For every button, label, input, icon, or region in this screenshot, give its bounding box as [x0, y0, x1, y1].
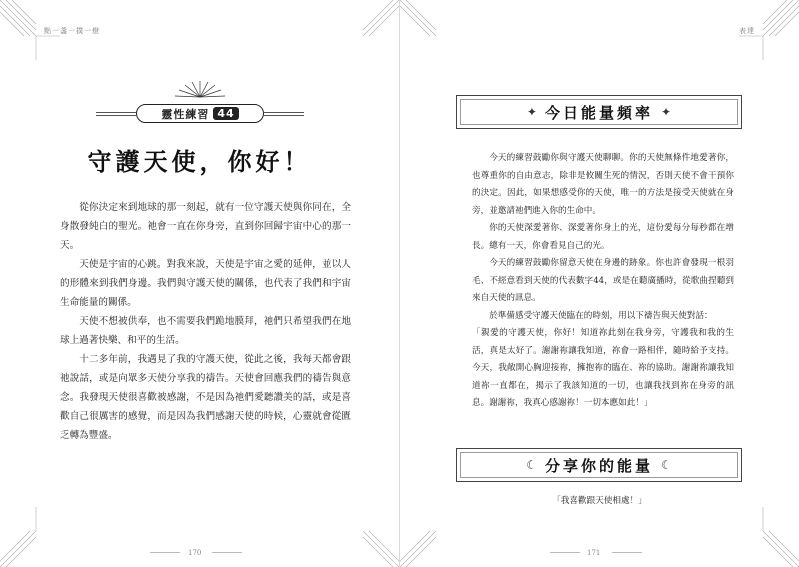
prayer-quote: 「親愛的守護天使，你好！知道祢此刻在我身旁，守護我和我的生活，真是太好了。謝謝祢讓我知道，祢會一路相伴，隨時給予支持。今天，我敞開心胸迎接祢，擁抱祢的臨在、祢的協助。謝謝祢讓我知道祢一直都在，揭示了我該知道的一切，也讓我找到祢在身旁的訊息。謝謝祢，我真心感謝祢！一切本應如此！」 — [472, 328, 734, 408]
practice-badge — [136, 104, 264, 123]
folio-rule — [212, 552, 242, 553]
page-number-right: 171 — [587, 549, 601, 557]
paragraph: 十二多年前，我遇見了我的守護天使，從此之後，我每天都會跟祂說話，或是向眾多天使分享我的禱告。天使會回應我們的禱告與意念。我發現天使很喜歡被感謝，不是因為祂們愛聽讚美的話，或是喜歡自己很厲害的感覺，而是因為我們感謝天使的時候，心靈就會從匱乏轉為豐盛。 — [60, 354, 351, 441]
corner-ornament-top-left — [400, 0, 436, 36]
paragraph: 今天的練習鼓勵你留意天使在身邊的跡象。你也許會發現一根羽毛、不經意看到天使的代表數字44，或是在聽廣播時，從歌曲捏聽到來自天使的訊息。 — [472, 258, 734, 303]
badge-wing-right — [264, 112, 304, 116]
corner-ornament-bottom-right — [763, 507, 799, 567]
sparkle-icon: ✦ — [526, 105, 537, 119]
crescent-moon-icon: ☾ — [526, 458, 537, 472]
page-title: 守護天使，你好！ — [87, 147, 312, 176]
folio-rule — [612, 552, 642, 553]
right-body-text — [472, 150, 734, 413]
corner-ornament-bottom-right — [363, 531, 399, 567]
left-page — [0, 0, 399, 567]
paragraph: 於準備感受守護天使臨在的時刻，用以下禱告與天使對話： — [489, 310, 713, 321]
share-quote: 「我喜歡跟天使相處！」 — [552, 496, 647, 506]
section-header-share-energy — [456, 448, 742, 482]
section-title: 今日能量頻率 — [544, 103, 653, 122]
section-title: 分享你的能量 — [544, 456, 653, 475]
crescent-moon-icon: ☾ — [661, 458, 672, 472]
section-header-energy-frequency — [456, 95, 742, 129]
corner-ornament-bottom-left — [400, 531, 436, 567]
running-head-right: 表達 — [739, 27, 755, 35]
sparkle-icon: ✦ — [661, 105, 672, 119]
badge-wing-left — [96, 112, 136, 116]
paragraph: 天使不想被供奉，也不需要我們跪地膜拜，祂們只希望我們在地球上過著快樂、和平的生活。 — [60, 316, 351, 346]
left-body-text — [60, 198, 351, 445]
paragraph: 天使是宇宙的心跳。對我來說，天使是宇宙之愛的延伸，並以人的形體來到我們身邊。我們與守護天使的關係，也代表了我們和宇宙生命能量的關係。 — [60, 259, 351, 308]
paragraph: 今天的練習鼓勵你與守護天使聊聊。你的天使無條件地愛著你，也尊重你的自由意志，除非是攸關生死的情況，否則天使不會干預你的決定。因此，如果想感受你的天使，唯一的方法是接受天使就在身旁，並邀請祂們進入你的生命中。 — [472, 153, 734, 216]
folio-rule — [550, 552, 580, 553]
sun-ray-icon — [170, 80, 230, 98]
right-page — [400, 0, 799, 567]
running-head-left: 點一盞一撲一燈 — [44, 27, 100, 35]
paragraph: 你的天使深愛著你、深愛著你身上的光，這份愛每分每秒都在增長。總有一天，你會看見自己的光。 — [472, 223, 734, 251]
folio-rule — [150, 552, 180, 553]
corner-ornament-top-right — [363, 0, 399, 36]
page-number-left: 170 — [188, 549, 202, 557]
badge-number: 44 — [213, 107, 238, 120]
paragraph: 從你決定來到地球的那一刻起，就有一位守護天使與你同在，全身散發純白的聖光。祂會一直在你身旁，直到你回歸宇宙中心的那一天。 — [60, 202, 351, 251]
corner-ornament-bottom-left — [0, 507, 36, 567]
badge-label: 靈性練習 — [161, 107, 210, 121]
